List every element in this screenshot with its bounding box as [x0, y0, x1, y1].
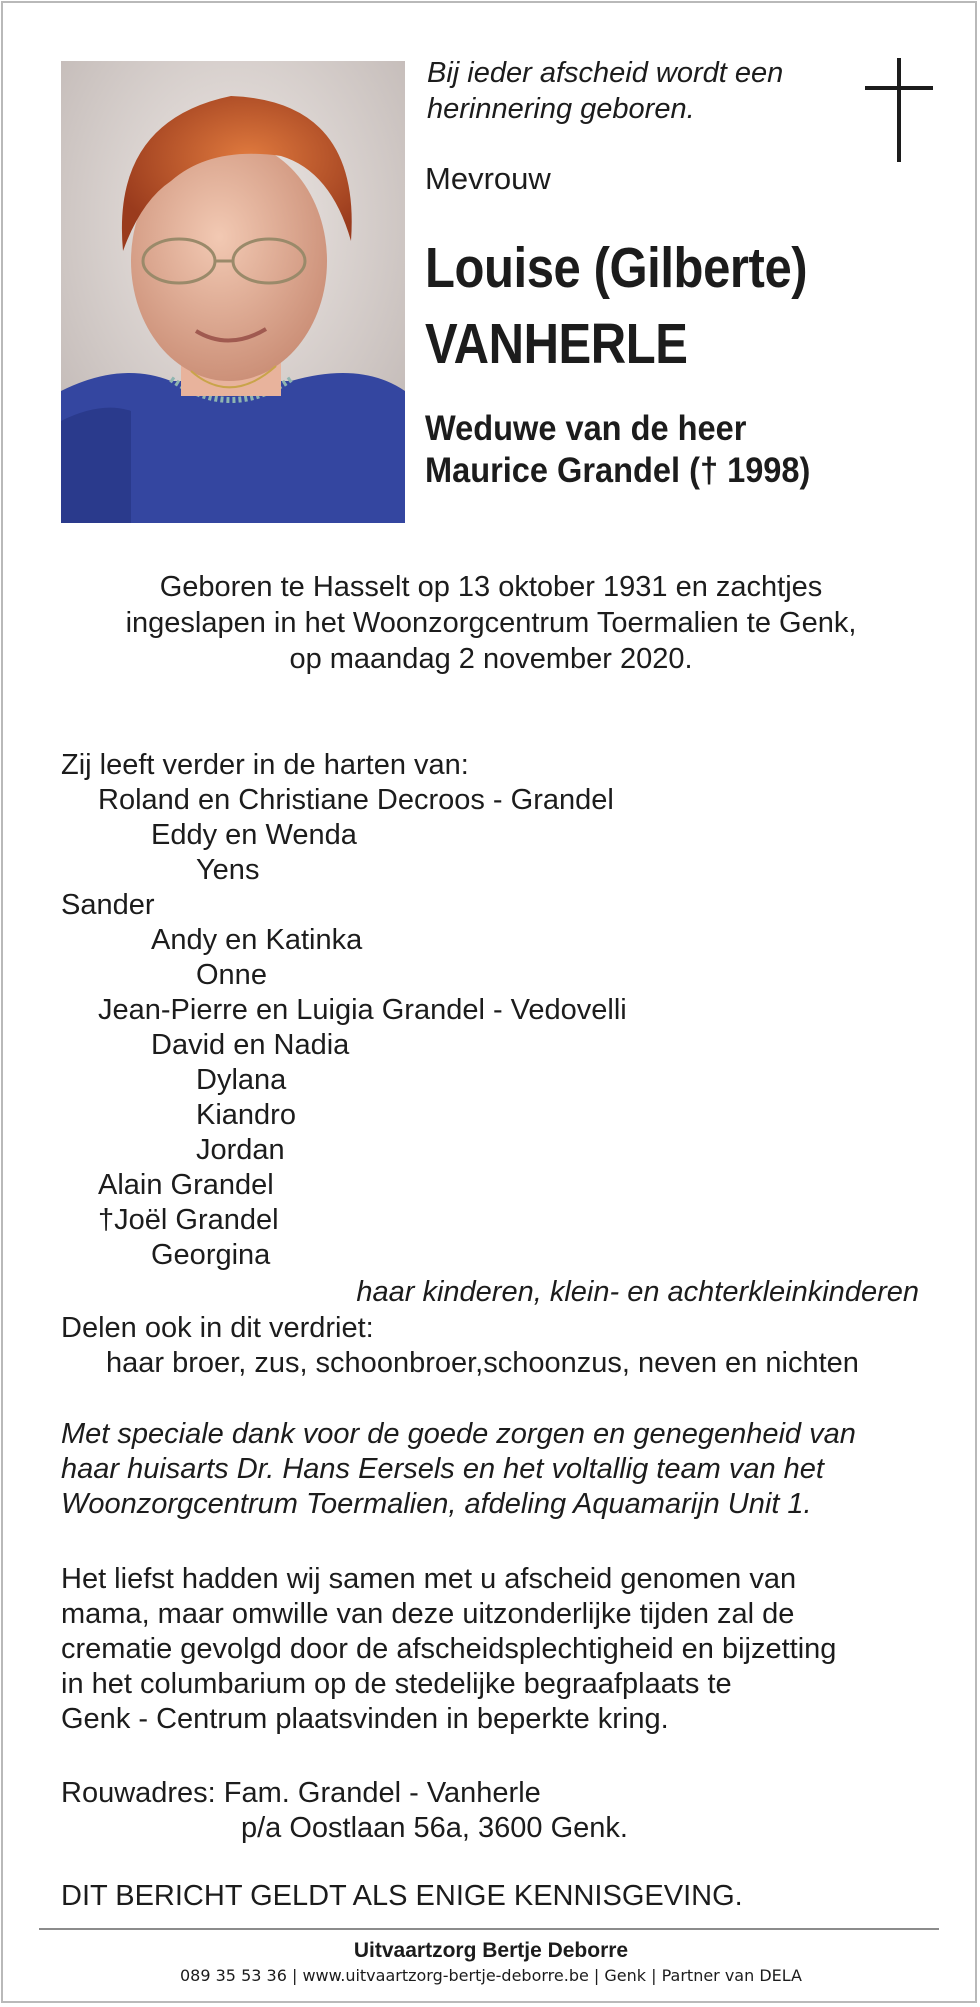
survivor-entry: †Joël Grandel — [98, 1204, 279, 1236]
farewell-paragraph — [61, 1562, 836, 1737]
shared-grief — [61, 1311, 859, 1381]
birth-line: op maandag 2 november 2020. — [289, 643, 693, 675]
survivor-entry: Andy en Katinka — [151, 924, 363, 956]
intro-quote-line: herinnering geboren. — [427, 93, 695, 125]
birth-death-statement — [3, 569, 979, 677]
widow-line: Maurice Grandel († 1998) — [425, 451, 811, 490]
survivor-entry: Onne — [196, 959, 267, 991]
survivor-entry: Eddy en Wenda — [151, 819, 357, 851]
shared-grief-heading: Delen ook in dit verdriet: — [61, 1312, 374, 1344]
mourning-address — [61, 1776, 628, 1846]
survivors-list — [61, 748, 627, 1273]
address-line: Rouwadres: Fam. Grandel - Vanherle — [61, 1777, 541, 1809]
survivor-entry: Georgina — [151, 1239, 271, 1271]
footer-divider — [39, 1928, 939, 1930]
survivor-entry: David en Nadia — [151, 1029, 350, 1061]
relation-label: haar kinderen, klein- en achterkleinkinderen — [356, 1276, 919, 1308]
obituary-card — [1, 1, 977, 2003]
survivor-entry: Dylana — [196, 1064, 287, 1096]
honorific-title: Mevrouw — [425, 161, 551, 196]
survivor-entry: Sander — [61, 889, 155, 921]
farewell-line: Genk - Centrum plaatsvinden in beperkte kring. — [61, 1703, 669, 1735]
shared-grief-line: haar broer, zus, schoonbroer,schoonzus, neven en nichten — [106, 1347, 859, 1379]
farewell-line: crematie gevolgd door de afscheidsplechtigheid en bijzetting — [61, 1633, 837, 1665]
thanks-line: Woonzorgcentrum Toermalien, afdeling Aquamarijn Unit 1. — [61, 1488, 812, 1520]
survivor-entry: Alain Grandel — [98, 1169, 274, 1201]
survivor-entry: Kiandro — [196, 1099, 296, 1131]
portrait-photo — [61, 61, 405, 523]
deceased-name-line: Louise (Gilberte) — [425, 236, 808, 300]
thanks-line: haar huisarts Dr. Hans Eersels en het voltallig team van het — [61, 1453, 824, 1485]
address-line: p/a Oostlaan 56a, 3600 Genk. — [241, 1812, 628, 1844]
farewell-line: Het liefst hadden wij samen met u afscheid genomen van — [61, 1563, 797, 1595]
survivor-entry: Roland en Christiane Decroos - Grandel — [98, 784, 614, 816]
farewell-line: in het columbarium op de stedelijke begraafplaats te — [61, 1668, 732, 1700]
intro-quote-line: Bij ieder afscheid wordt een — [427, 57, 784, 89]
cross-icon — [865, 58, 933, 162]
deceased-name-line: VANHERLE — [425, 312, 688, 376]
survivor-entry: Jordan — [196, 1134, 285, 1166]
intro-quote — [427, 55, 783, 127]
survivor-entry: Yens — [196, 854, 260, 886]
funeral-home-name: Uitvaartzorg Bertje Deborre — [353, 1939, 629, 1962]
thanks-line: Met speciale dank voor de goede zorgen en genegenheid van — [61, 1418, 856, 1450]
widow-line: Weduwe van de heer — [425, 409, 747, 448]
birth-line: ingeslapen in het Woonzorgcentrum Toermalien te Genk, — [125, 607, 857, 639]
funeral-home-info: 089 35 53 36 | www.uitvaartzorg-bertje-deborre.be | Genk | Partner van DELA — [180, 1966, 802, 1985]
survivor-entry: Jean-Pierre en Luigia Grandel - Vedovelli — [98, 994, 627, 1026]
survivors-heading: Zij leeft verder in de harten van: — [61, 749, 469, 781]
farewell-line: mama, maar omwille van deze uitzonderlijke tijden zal de — [61, 1598, 795, 1630]
deceased-name — [425, 230, 807, 382]
birth-line: Geboren te Hasselt op 13 oktober 1931 en zachtjes — [159, 571, 823, 603]
widow-of — [425, 408, 810, 492]
thanks-paragraph — [61, 1417, 856, 1522]
notice-statement: DIT BERICHT GELDT ALS ENIGE KENNISGEVING. — [61, 1880, 743, 1912]
